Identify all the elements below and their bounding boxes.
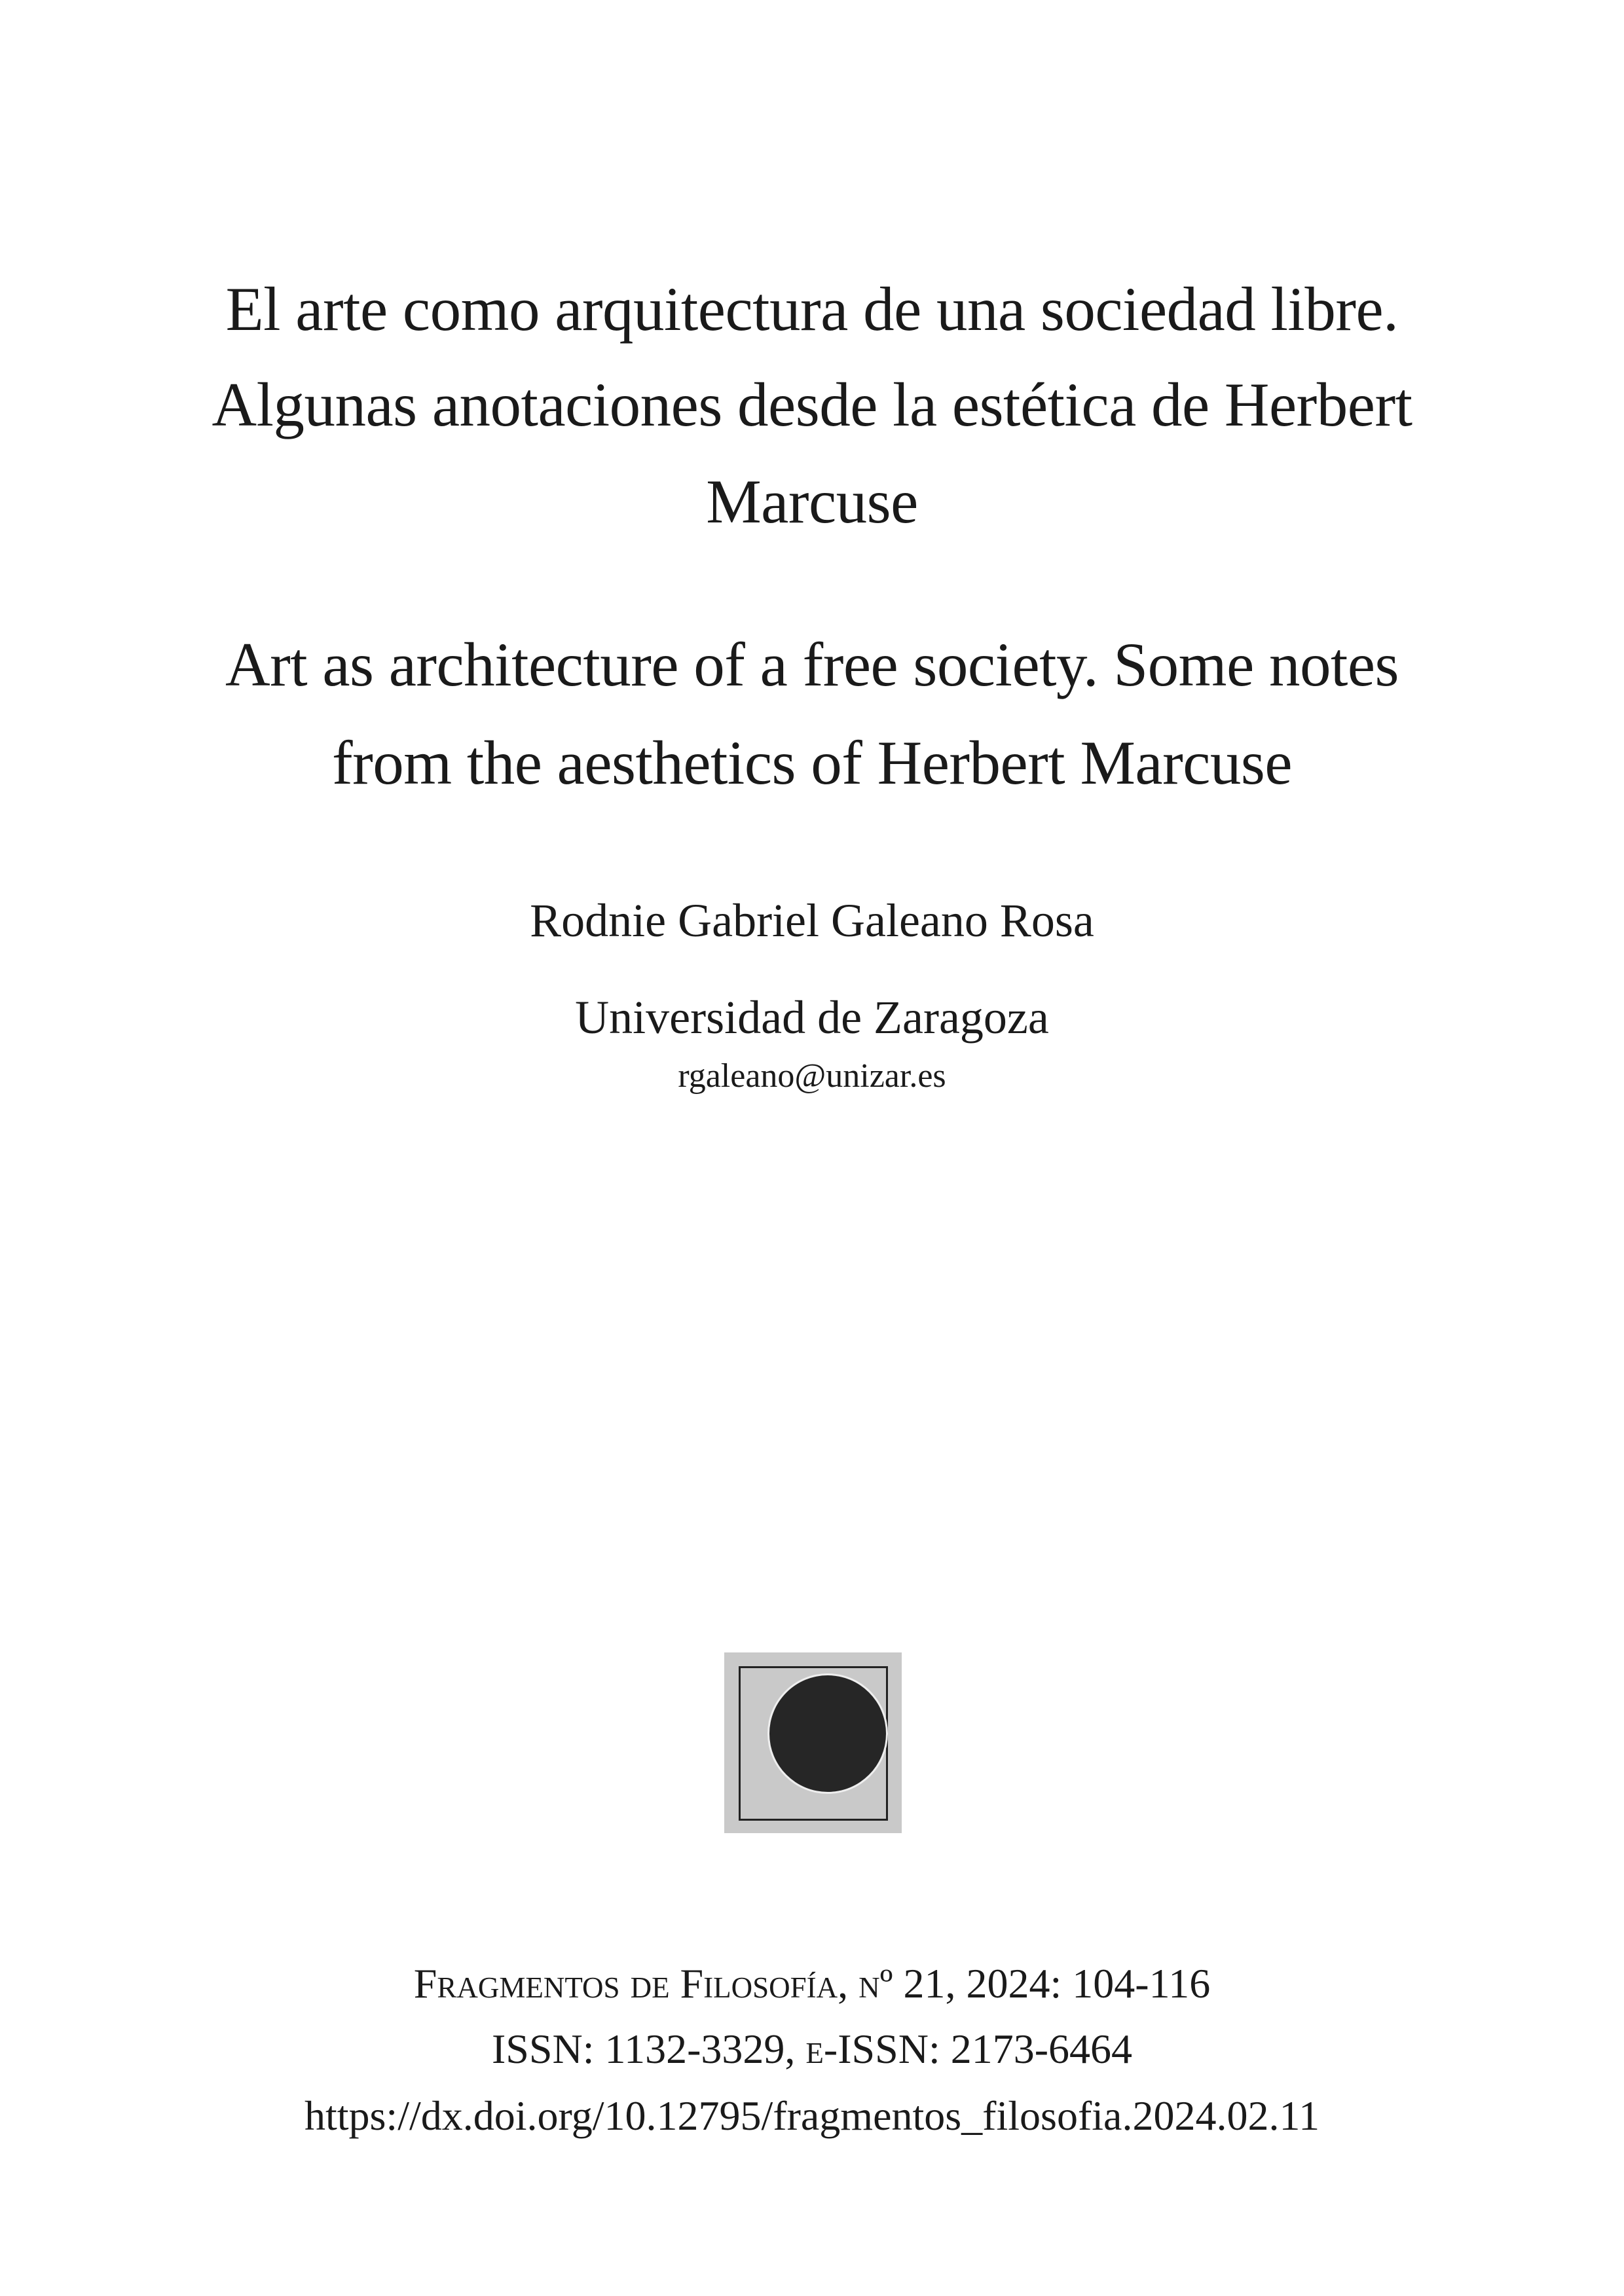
author-name: Rodnie Gabriel Galeano Rosa — [530, 894, 1094, 947]
issn: ISSN: 1132-3329, — [491, 2026, 806, 2072]
issue-prefix: nº — [858, 1960, 893, 2007]
black-circle-icon — [769, 1675, 886, 1792]
doi-link[interactable]: https://dx.doi.org/10.12795/fragmentos_filosofia.2024.02.11 — [304, 2092, 1320, 2139]
journal-citation: Fragmentos de Filosofía, nº 21, 2024: 104-116 — [413, 1960, 1211, 2007]
journal-name: Fragmentos de Filosofía — [413, 1960, 838, 2007]
issue-pages: 21, 2024: 104-116 — [893, 1960, 1211, 2007]
title-es-line-3: Marcuse — [706, 467, 918, 536]
eissn: -ISSN: 2173-6464 — [823, 2026, 1133, 2072]
issn-line — [0, 2028, 1624, 2070]
journal-logo — [724, 1652, 902, 1833]
author-affiliation: Universidad de Zaragoza — [575, 991, 1049, 1044]
title-en-line-2: from the aesthetics of Herbert Marcuse — [331, 728, 1293, 797]
eissn-prefix: e — [805, 2026, 824, 2072]
author-email[interactable]: rgaleano@unizar.es — [678, 1057, 946, 1095]
title-es-line-2: Algunas anotaciones desde la estética de Herbert — [212, 370, 1412, 439]
title-en-line-1: Art as architecture of a free society. Some notes — [225, 630, 1399, 699]
title-es-line-1: El arte como arquitectura de una sociedad libre. — [225, 274, 1399, 344]
